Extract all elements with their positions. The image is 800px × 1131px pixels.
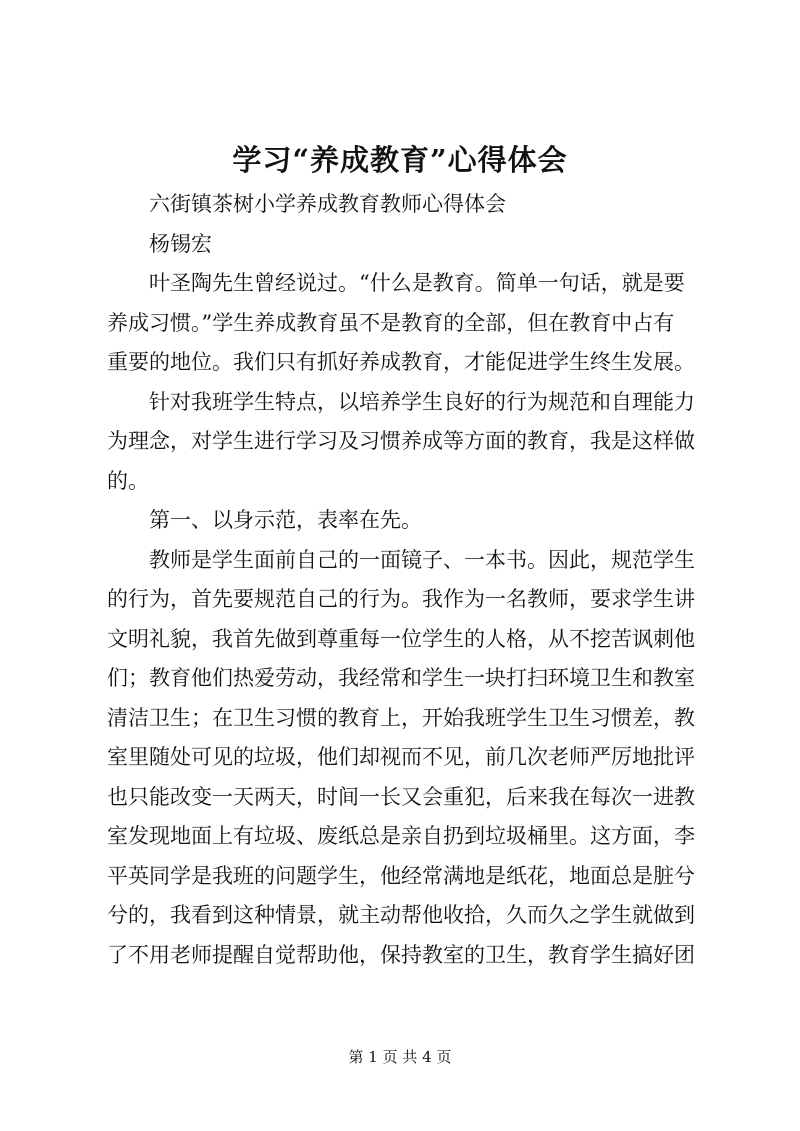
paragraph-line: 教师是学生面前自己的一面镜子、一本书。因此，规范学生 xyxy=(149,547,695,572)
paragraph-line: 兮的，我看到这种情景，就主动帮他收拾，久而久之学生就做到 xyxy=(107,903,695,927)
paragraph-line: 叶圣陶先生曾经说过。“什么是教育。简单一句话，就是要 xyxy=(149,271,685,295)
paragraph-line: 的。 xyxy=(107,468,149,493)
paragraph-line: 针对我班学生特点，以培养学生良好的行为规范和自理能力 xyxy=(149,389,695,414)
paragraph-line: 养成习惯。”学生养成教育虽不是教育的全部，但在教育中占有 xyxy=(107,310,675,335)
paragraph-line: 们；教育他们热爱劳动，我经常和学生一块打扫环境卫生和教室 xyxy=(107,666,695,690)
paragraph-line: 清洁卫生；在卫生习惯的教育上，开始我班学生卫生习惯差，教 xyxy=(107,705,695,730)
page-title: 学习“养成教育”心得体会 xyxy=(232,143,568,177)
paragraph-line: 了不用老师提醒自觉帮助他，保持教室的卫生，教育学生搞好团 xyxy=(107,942,695,967)
paragraph-line: 重要的地位。我们只有抓好养成教育，才能促进学生终生发展。 xyxy=(107,350,695,374)
subtitle-line: 六街镇茶树小学养成教育教师心得体会 xyxy=(149,192,506,216)
page-footer: 第 1 页 共 4 页 xyxy=(348,1048,452,1066)
paragraph-line: 的行为，首先要规范自己的行为。我作为一名教师，要求学生讲 xyxy=(107,587,695,611)
paragraph-line: 文明礼貌，我首先做到尊重每一位学生的人格，从不挖苦讽刺他 xyxy=(107,626,695,651)
section-heading: 第一、以身示范，表率在先。 xyxy=(149,508,422,532)
document-body xyxy=(107,185,703,975)
author-line: 杨锡宏 xyxy=(149,231,212,256)
paragraph-line: 平英同学是我班的问题学生，他经常满地是纸花，地面总是脏兮 xyxy=(107,863,695,888)
paragraph-line: 室里随处可见的垃圾，他们却视而不见，前几次老师严厉地批评 xyxy=(107,745,695,769)
paragraph-line: 为理念，对学生进行学习及习惯养成等方面的教育，我是这样做 xyxy=(107,429,695,453)
paragraph-line: 室发现地面上有垃圾、废纸总是亲自扔到垃圾桶里。这方面，李 xyxy=(107,824,695,848)
paragraph-line: 也只能改变一天两天，时间一长又会重犯，后来我在每次一进教 xyxy=(107,784,695,809)
